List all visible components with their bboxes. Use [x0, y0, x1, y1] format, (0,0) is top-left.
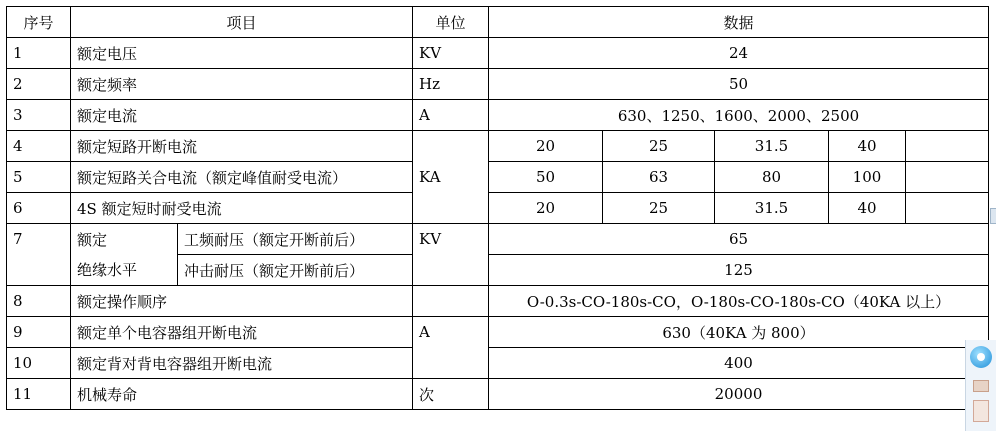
row-item: 额定电压	[71, 38, 413, 69]
rating-cell: 20	[489, 131, 603, 162]
rating-cell	[906, 131, 989, 162]
rating-cell: 25	[603, 131, 715, 162]
row-unit: 次	[413, 379, 489, 410]
table-row	[7, 69, 989, 100]
row-seq: 7	[7, 224, 71, 286]
row-seq: 3	[7, 100, 71, 131]
header-seq: 序号	[7, 7, 71, 38]
table-row	[7, 379, 989, 410]
table-row	[7, 162, 989, 193]
row-unit	[413, 286, 489, 317]
row-seq: 10	[7, 348, 71, 379]
row-seq: 2	[7, 69, 71, 100]
rating-cell: 80	[715, 162, 829, 193]
row-item: 额定短路关合电流（额定峰值耐受电流）	[71, 162, 413, 193]
rating-cell: 100	[829, 162, 906, 193]
row-value: O-0.3s-CO-180s-CO，O-180s-CO-180s-CO（40KA 以上）	[489, 286, 989, 317]
table-row	[7, 224, 989, 255]
header-unit: 单位	[413, 7, 489, 38]
row-unit: KV	[413, 224, 489, 286]
table-row	[7, 100, 989, 131]
widget-tool-icon[interactable]	[973, 380, 989, 392]
row-item: 额定频率	[71, 69, 413, 100]
row-seq: 5	[7, 162, 71, 193]
row-item-group	[71, 224, 178, 286]
table-row	[7, 348, 989, 379]
table-row	[7, 38, 989, 69]
row-seq: 11	[7, 379, 71, 410]
row-item: 机械寿命	[71, 379, 413, 410]
row-value: 630、1250、1600、2000、2500	[489, 100, 989, 131]
row-value: 125	[489, 255, 989, 286]
row-item: 4S 额定短时耐受电流	[71, 193, 413, 224]
row-value: 65	[489, 224, 989, 255]
row-seq: 1	[7, 38, 71, 69]
row-seq: 9	[7, 317, 71, 348]
rating-cell	[906, 162, 989, 193]
spec-table	[6, 6, 989, 410]
row-item-line2: 绝缘水平	[77, 260, 138, 279]
row-value: 20000	[489, 379, 989, 410]
row-item: 额定背对背电容器组开断电流	[71, 348, 413, 379]
header-data: 数据	[489, 7, 989, 38]
rating-cell: 50	[489, 162, 603, 193]
row-value: 400	[489, 348, 989, 379]
rating-cell: 40	[829, 131, 906, 162]
row-item: 额定电流	[71, 100, 413, 131]
row-value: 50	[489, 69, 989, 100]
sub-item-label: 冲击耐压（额定开断前后）	[178, 255, 413, 286]
side-scroll-handle[interactable]	[990, 208, 996, 224]
header-row	[7, 7, 989, 38]
rating-cell: 31.5	[715, 131, 829, 162]
rating-cell: 31.5	[715, 193, 829, 224]
row-seq: 4	[7, 131, 71, 162]
row-unit: Hz	[413, 69, 489, 100]
sub-item-label: 工频耐压（额定开断前后）	[178, 224, 413, 255]
row-seq: 6	[7, 193, 71, 224]
rating-cell: 40	[829, 193, 906, 224]
table-row	[7, 317, 989, 348]
row-item: 额定操作顺序	[71, 286, 413, 317]
table-row	[7, 131, 989, 162]
header-item: 项目	[71, 7, 413, 38]
row-unit: A	[413, 100, 489, 131]
table-row	[7, 286, 989, 317]
table-row	[7, 193, 989, 224]
row-unit: A	[413, 317, 489, 379]
row-item: 额定短路开断电流	[71, 131, 413, 162]
assistant-ball-highlight-icon	[977, 353, 985, 361]
row-unit: KA	[413, 131, 489, 224]
rating-cell: 63	[603, 162, 715, 193]
rating-cell: 25	[603, 193, 715, 224]
row-item-line1: 额定	[77, 230, 108, 249]
row-item: 额定单个电容器组开断电流	[71, 317, 413, 348]
rating-cell: 20	[489, 193, 603, 224]
rating-cell	[906, 193, 989, 224]
row-unit: KV	[413, 38, 489, 69]
widget-note-icon[interactable]	[973, 400, 989, 422]
row-value: 24	[489, 38, 989, 69]
row-value: 630（40KA 为 800）	[489, 317, 989, 348]
floating-side-widget[interactable]	[965, 340, 996, 431]
row-seq: 8	[7, 286, 71, 317]
